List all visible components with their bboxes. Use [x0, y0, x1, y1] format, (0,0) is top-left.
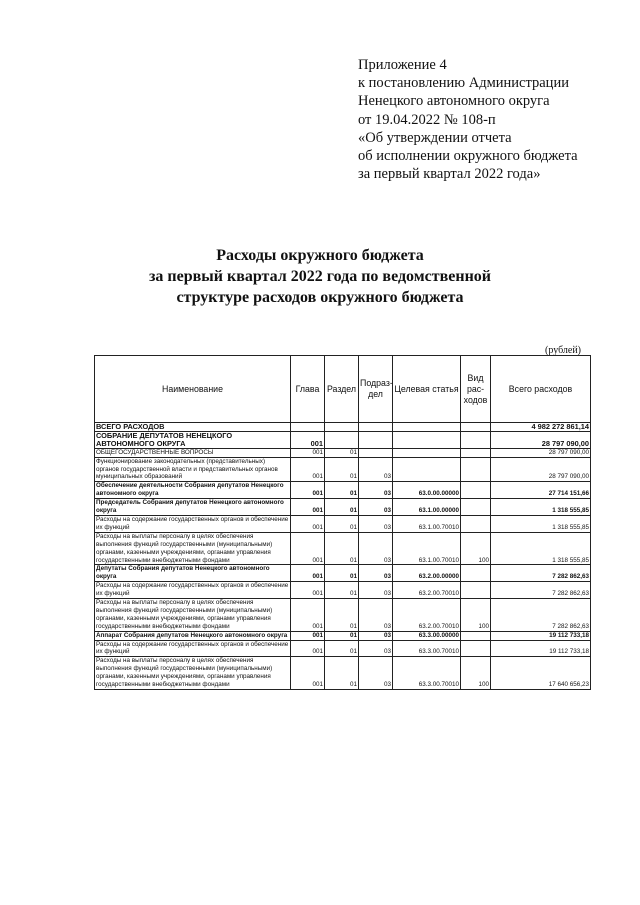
- table-row: [95, 565, 591, 582]
- cell-podrazdel: 03: [359, 631, 393, 640]
- cell-total: 1 318 555,85: [491, 499, 591, 516]
- header-podrazdel: Подраз-дел: [359, 356, 393, 423]
- expenditure-table: [94, 355, 591, 690]
- cell-podrazdel: 03: [359, 657, 393, 690]
- cell-target: 63.2.00.70010: [393, 599, 461, 632]
- cell-target: [393, 431, 461, 448]
- cell-podrazdel: 03: [359, 482, 393, 499]
- cell-podrazdel: 03: [359, 582, 393, 599]
- cell-name: Расходы на выплаты персоналу в целях обеспечения выполнения функций государственными (муниципальными) органами, казенными учреждениями, органами управления государственными внебюджетными фондами: [95, 657, 291, 690]
- cell-razdel: 01: [325, 582, 359, 599]
- appendix-line: за первый квартал 2022 года»: [358, 166, 541, 183]
- cell-total: 7 282 862,63: [491, 565, 591, 582]
- cell-total: 28 797 090,00: [491, 457, 591, 482]
- cell-razdel: 01: [325, 599, 359, 632]
- cell-total: 7 282 862,63: [491, 582, 591, 599]
- cell-glava: 001: [291, 515, 325, 532]
- header-vid: Вид рас-ходов: [461, 356, 491, 423]
- title-line: за первый квартал 2022 года по ведомственной: [148, 268, 491, 285]
- cell-podrazdel: [359, 431, 393, 448]
- cell-target: [393, 423, 461, 432]
- cell-vid: 100: [461, 599, 491, 632]
- cell-razdel: 01: [325, 515, 359, 532]
- cell-glava: 001: [291, 499, 325, 516]
- cell-name: ВСЕГО РАСХОДОВ: [95, 423, 291, 432]
- cell-razdel: [325, 423, 359, 432]
- cell-vid: [461, 640, 491, 657]
- table-row: [95, 499, 591, 516]
- title-line: структуре расходов окружного бюджета: [176, 289, 464, 306]
- appendix-line: к постановлению Администрации: [358, 75, 569, 92]
- cell-target: 63.0.00.00000: [393, 482, 461, 499]
- table-header-row: [95, 356, 591, 423]
- cell-vid: [461, 515, 491, 532]
- cell-target: 63.1.00.00000: [393, 499, 461, 516]
- cell-total: 1 318 555,85: [491, 532, 591, 565]
- cell-name: СОБРАНИЕ ДЕПУТАТОВ НЕНЕЦКОГО АВТОНОМНОГО ОКРУГА: [95, 431, 291, 448]
- cell-glava: 001: [291, 582, 325, 599]
- cell-total: 28 797 090,00: [491, 431, 591, 448]
- cell-razdel: 01: [325, 640, 359, 657]
- table-body: [95, 423, 591, 690]
- cell-total: 7 282 862,63: [491, 599, 591, 632]
- cell-podrazdel: 03: [359, 532, 393, 565]
- table-row: [95, 657, 591, 690]
- cell-glava: 001: [291, 565, 325, 582]
- cell-glava: 001: [291, 640, 325, 657]
- header-razdel: Раздел: [325, 356, 359, 423]
- cell-podrazdel: [359, 423, 393, 432]
- table-row: [95, 431, 591, 448]
- table-row: [95, 532, 591, 565]
- cell-vid: [461, 565, 491, 582]
- cell-razdel: 01: [325, 457, 359, 482]
- cell-target: [393, 448, 461, 457]
- cell-podrazdel: [359, 448, 393, 457]
- cell-glava: 001: [291, 532, 325, 565]
- cell-target: 63.2.00.70010: [393, 582, 461, 599]
- appendix-line: об исполнении окружного бюджета: [358, 148, 578, 165]
- header-name: Наименование: [95, 356, 291, 423]
- cell-glava: 001: [291, 631, 325, 640]
- appendix-line: «Об утверждении отчета: [358, 129, 512, 146]
- table-row: [95, 599, 591, 632]
- cell-total: 19 112 733,18: [491, 640, 591, 657]
- cell-total: 19 112 733,18: [491, 631, 591, 640]
- cell-glava: 001: [291, 448, 325, 457]
- cell-vid: [461, 457, 491, 482]
- cell-vid: 100: [461, 532, 491, 565]
- cell-razdel: [325, 431, 359, 448]
- appendix-line: Ненецкого автономного округа: [358, 93, 550, 110]
- table-row: [95, 640, 591, 657]
- cell-name: Аппарат Собрания депутатов Ненецкого автономного округа: [95, 631, 291, 640]
- table-row: [95, 582, 591, 599]
- cell-name: Председатель Собрания депутатов Ненецкого автономного округа: [95, 499, 291, 516]
- cell-target: 63.3.00.70010: [393, 657, 461, 690]
- cell-vid: [461, 631, 491, 640]
- cell-podrazdel: 03: [359, 457, 393, 482]
- cell-name: Функционирование законодательных (представительных) органов государственной власти и представительных органов муниципальных образований: [95, 457, 291, 482]
- cell-razdel: 01: [325, 657, 359, 690]
- cell-name: Расходы на выплаты персоналу в целях обеспечения выполнения функций государственными (муниципальными) органами, казенными учреждениями, органами управления государственными внебюджетными фондами: [95, 532, 291, 565]
- document-title: [0, 245, 640, 308]
- cell-name: Расходы на содержание государственных органов и обеспечение их функций: [95, 640, 291, 657]
- cell-name: Расходы на выплаты персоналу в целях обеспечения выполнения функций государственными (муниципальными) органами, казенными учреждениями, органами управления государственными внебюджетными фондами: [95, 599, 291, 632]
- table-row: [95, 457, 591, 482]
- cell-vid: [461, 423, 491, 432]
- cell-name: Расходы на содержание государственных органов и обеспечение их функций: [95, 515, 291, 532]
- cell-target: 63.2.00.00000: [393, 565, 461, 582]
- header-target: Целевая статья: [393, 356, 461, 423]
- cell-podrazdel: 03: [359, 499, 393, 516]
- cell-target: 63.3.00.00000: [393, 631, 461, 640]
- cell-name: ОБЩЕГОСУДАРСТВЕННЫЕ ВОПРОСЫ: [95, 448, 291, 457]
- cell-podrazdel: 03: [359, 565, 393, 582]
- cell-vid: [461, 431, 491, 448]
- cell-target: 63.1.00.70010: [393, 515, 461, 532]
- cell-name: Расходы на содержание государственных органов и обеспечение их функций: [95, 582, 291, 599]
- cell-vid: [461, 499, 491, 516]
- title-line: Расходы окружного бюджета: [216, 247, 424, 264]
- cell-total: 17 640 656,23: [491, 657, 591, 690]
- cell-glava: 001: [291, 657, 325, 690]
- table-row: [95, 482, 591, 499]
- cell-name: Депутаты Собрания депутатов Ненецкого автономного округа: [95, 565, 291, 582]
- appendix-line: от 19.04.2022 № 108-п: [358, 111, 496, 128]
- cell-total: 4 982 272 861,14: [491, 423, 591, 432]
- cell-total: 27 714 151,66: [491, 482, 591, 499]
- cell-razdel: 01: [325, 448, 359, 457]
- cell-razdel: 01: [325, 565, 359, 582]
- cell-target: [393, 457, 461, 482]
- cell-glava: 001: [291, 457, 325, 482]
- appendix-block: [358, 56, 630, 183]
- cell-vid: [461, 482, 491, 499]
- cell-razdel: 01: [325, 499, 359, 516]
- cell-razdel: 01: [325, 631, 359, 640]
- cell-vid: 100: [461, 657, 491, 690]
- cell-name: Обеспечение деятельности Собрания депутатов Ненецкого автономного округа: [95, 482, 291, 499]
- table-row: [95, 631, 591, 640]
- cell-total: 1 318 555,85: [491, 515, 591, 532]
- appendix-line: Приложение 4: [358, 57, 447, 73]
- cell-total: 28 797 090,00: [491, 448, 591, 457]
- units-label: (рублей): [545, 345, 582, 356]
- cell-vid: [461, 582, 491, 599]
- cell-podrazdel: 03: [359, 599, 393, 632]
- cell-podrazdel: 03: [359, 515, 393, 532]
- cell-target: 63.3.00.70010: [393, 640, 461, 657]
- table-row: [95, 515, 591, 532]
- cell-razdel: 01: [325, 482, 359, 499]
- header-total: Всего расходов: [491, 356, 591, 423]
- cell-target: 63.1.00.70010: [393, 532, 461, 565]
- cell-glava: 001: [291, 482, 325, 499]
- cell-glava: 001: [291, 599, 325, 632]
- cell-podrazdel: 03: [359, 640, 393, 657]
- cell-glava: 001: [291, 431, 325, 448]
- table-row: [95, 448, 591, 457]
- cell-vid: [461, 448, 491, 457]
- cell-glava: [291, 423, 325, 432]
- cell-razdel: 01: [325, 532, 359, 565]
- header-glava: Глава: [291, 356, 325, 423]
